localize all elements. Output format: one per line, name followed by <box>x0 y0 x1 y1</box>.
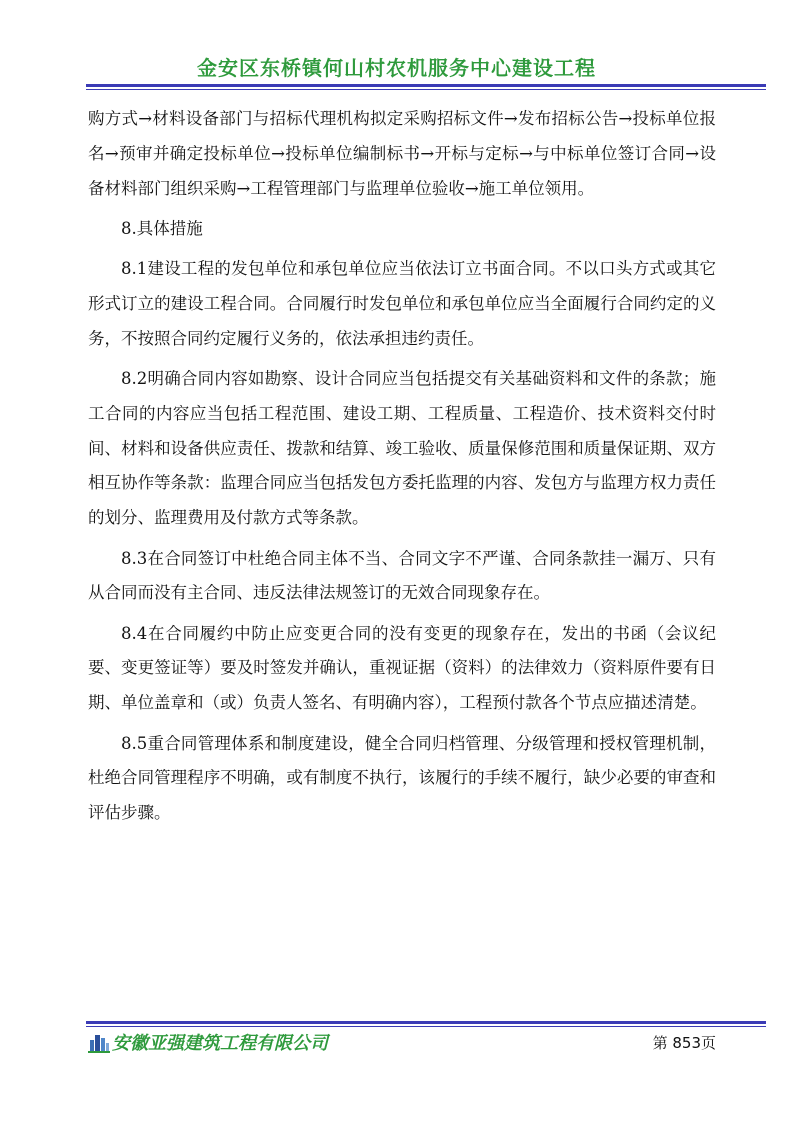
header-rule-thick <box>86 84 766 87</box>
footer-page-number: 第 853页 <box>652 1034 716 1052</box>
paragraph-8-3: 8.3在合同签订中杜绝合同主体不当、合同文字不严谨、合同条款挂一漏万、只有从合同而没有主合同、违反法律法规签订的无效合同现象存在。 <box>88 548 716 603</box>
paragraph-procurement-flow: 购方式→材料设备部门与招标代理机构拟定采购招标文件→发布招标公告→投标单位报名→预审并确定投标单位→投标单位编制标书→开标与定标→与中标单位签订合同→设备材料部门组织采购→工程管理部门与监理单位验收→施工单位领用。 <box>88 109 716 198</box>
header-rule-thin <box>86 89 766 90</box>
paragraph-8-5: 8.5重合同管理体系和制度建设，健全合同归档管理、分级管理和授权管理机制，杜绝合同管理程序不明确，或有制度不执行，该履行的手续不履行，缺少必要的审查和评估步骤。 <box>88 733 716 823</box>
paragraph-8-2: 8.2明确合同内容如勘察、设计合同应当包括提交有关基础资料和文件的条款；施工合同的内容应当包括工程范围、建设工期、工程质量、工程造价、技术资料交付时间、材料和设备供应责任、拨款和结算、竣工验收、质量保修范围和质量保证期、双方相互协作等条款：监理合同应当包括发包方委托监理的内容、发包方与监理方权力责任的划分、监理费用及付款方式等条款。 <box>88 369 716 528</box>
document-body <box>88 102 716 831</box>
building-logo-icon <box>88 1031 110 1053</box>
paragraph-8-4: 8.4在合同履约中防止应变更合同的没有变更的现象存在，发出的书函（会议纪要、变更签证等）要及时签发并确认，重视证据（资料）的法律效力（资料原件要有日期、单位盖章和（或）负责人签名、有明确内容），工程预付款各个节点应描述清楚。 <box>88 623 716 713</box>
paragraph-8-1: 8.1建设工程的发包单位和承包单位应当依法订立书面合同。不以口头方式或其它形式订立的建设工程合同。合同履行时发包单位和承包单位应当全面履行合同约定的义务，不按照合同约定履行义务的，依法承担违约责任。 <box>88 259 716 348</box>
footer-rule-thick <box>86 1021 766 1024</box>
footer-company-name: 安徽亚强建筑工程有限公司 <box>112 1033 328 1054</box>
section-heading-measures: 8.具体措施 <box>121 218 203 238</box>
footer-rule-thin <box>86 1026 766 1027</box>
page-header-title: 金安区东桥镇何山村农机服务中心建设工程 <box>197 56 596 80</box>
